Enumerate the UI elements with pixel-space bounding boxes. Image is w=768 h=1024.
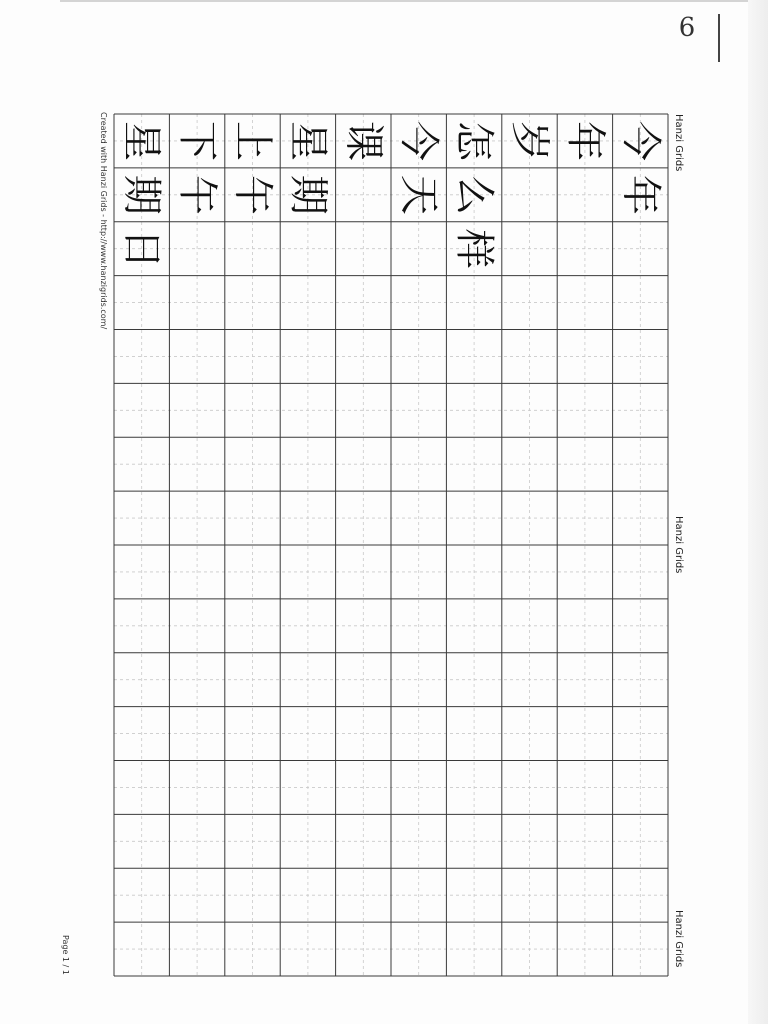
- hanzi-character: 午: [229, 174, 276, 215]
- hanzi-character: 今: [395, 120, 442, 161]
- hanzi-character: 么: [451, 174, 498, 215]
- hanzi-character: 天: [395, 174, 442, 215]
- hanzi-character: 下: [174, 120, 221, 161]
- header-right: Hanzi Grids: [673, 910, 684, 968]
- handwritten-page-number: 9: [678, 10, 696, 40]
- hanzi-character: 期: [118, 174, 165, 215]
- hanzi-character: 日: [118, 228, 165, 269]
- hanzi-character: 今: [617, 120, 664, 161]
- hanzi-character: 年: [561, 120, 608, 161]
- header-left: Hanzi Grids: [673, 114, 684, 172]
- footer-credit: Created with Hanzi Grids - http://www.hanzigrids.com/: [99, 112, 108, 330]
- hanzi-character: 课: [340, 120, 387, 161]
- hanzi-character: 年: [617, 174, 664, 215]
- hanzi-character: 样: [451, 228, 498, 269]
- hanzi-character: 怎: [451, 120, 498, 161]
- hanzi-character: 上: [229, 120, 276, 161]
- hanzi-character: 岁: [506, 120, 553, 161]
- hanzi-character: 午: [174, 174, 221, 215]
- page-label: Page 1 / 1: [61, 935, 70, 975]
- hanzi-character: 期: [284, 174, 331, 215]
- header-center: Hanzi Grids: [673, 516, 684, 574]
- hanzi-character: 星: [284, 120, 331, 161]
- hanzi-character: 星: [118, 120, 165, 161]
